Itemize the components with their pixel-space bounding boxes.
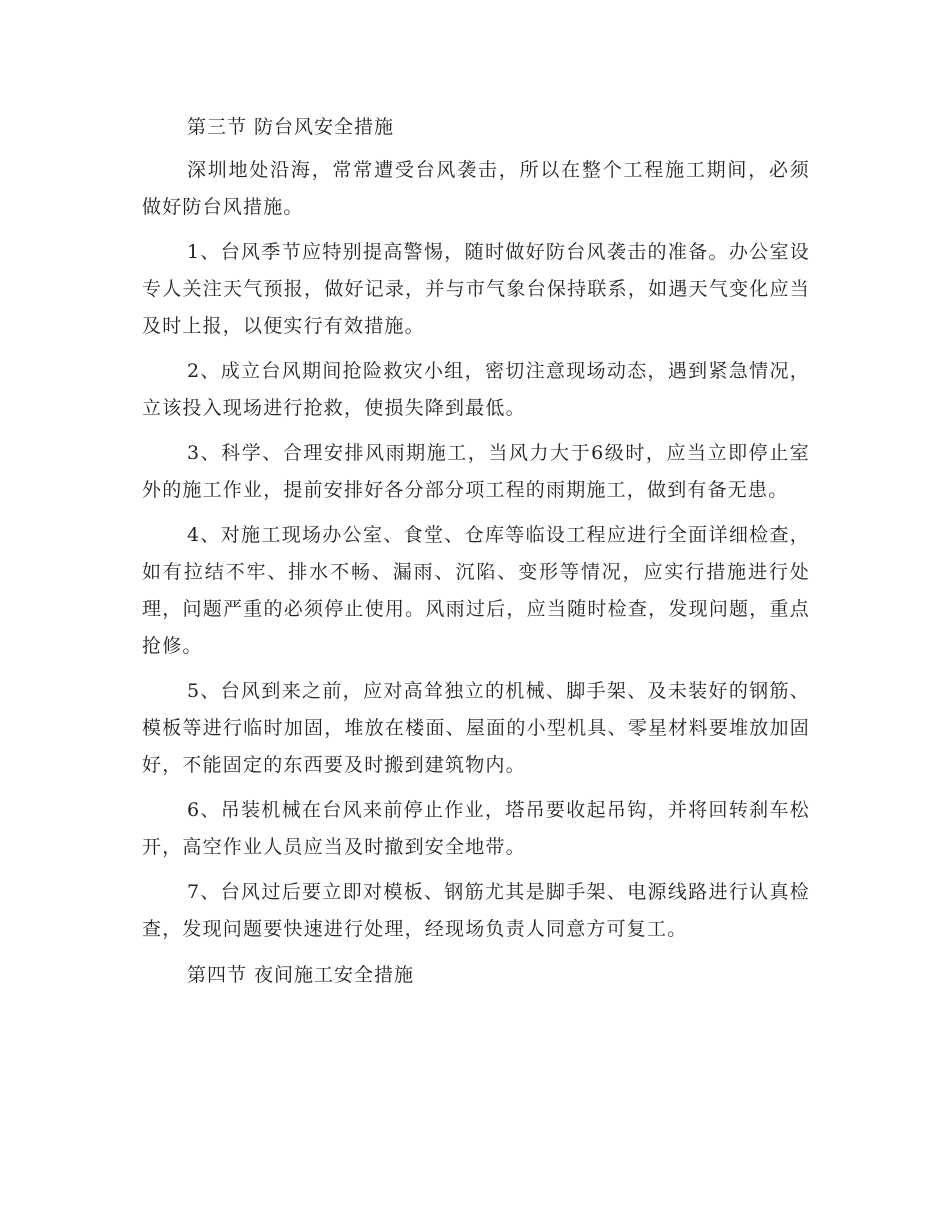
section-3-title: 第三节 防台风安全措施 bbox=[187, 116, 395, 138]
measure-item-3: 3、科学、合理安排风雨期施工，当风力大于6级时，应当立即停止室外的施工作业，提前安排好各分部分项工程的雨期施工，做到有备无患。 bbox=[142, 442, 810, 501]
measure-item-4: 4、对施工现场办公室、食堂、仓库等临设工程应进行全面详细检查，如有拉结不牢、排水不畅、漏雨、沉陷、变形等情况，应实行措施进行处理，问题严重的必须停止使用。风雨过后，应当随时检查，发现问题，重点抢修。 bbox=[142, 524, 810, 657]
intro-paragraph: 深圳地处沿海，常常遭受台风袭击，所以在整个工程施工期间，必须做好防台风措施。 bbox=[142, 159, 810, 218]
document-body bbox=[142, 108, 810, 1000]
section-4-title: 第四节 夜间施工安全措施 bbox=[187, 964, 415, 986]
measure-item-2: 2、成立台风期间抢险救灾小组，密切注意现场动态，遇到紧急情况，立该投入现场进行抢救，使损失降到最低。 bbox=[142, 360, 810, 419]
measure-item-7: 7、台风过后要立即对模板、钢筋尤其是脚手架、电源线路进行认真检查，发现问题要快速进行处理，经现场负责人同意方可复工。 bbox=[142, 881, 810, 940]
measure-item-1: 1、台风季节应特别提高警惕，随时做好防台风袭击的准备。办公室设专人关注天气预报，做好记录，并与市气象台保持联系，如遇天气变化应当及时上报，以便实行有效措施。 bbox=[142, 241, 810, 337]
measure-item-6: 6、吊装机械在台风来前停止作业，塔吊要收起吊钩，并将回转刹车松开，高空作业人员应当及时撤到安全地带。 bbox=[142, 799, 810, 858]
measure-item-5: 5、台风到来之前，应对高耸独立的机械、脚手架、及未装好的钢筋、模板等进行临时加固，堆放在楼面、屋面的小型机具、零星材料要堆放加固好，不能固定的东西要及时搬到建筑物内。 bbox=[142, 680, 810, 776]
